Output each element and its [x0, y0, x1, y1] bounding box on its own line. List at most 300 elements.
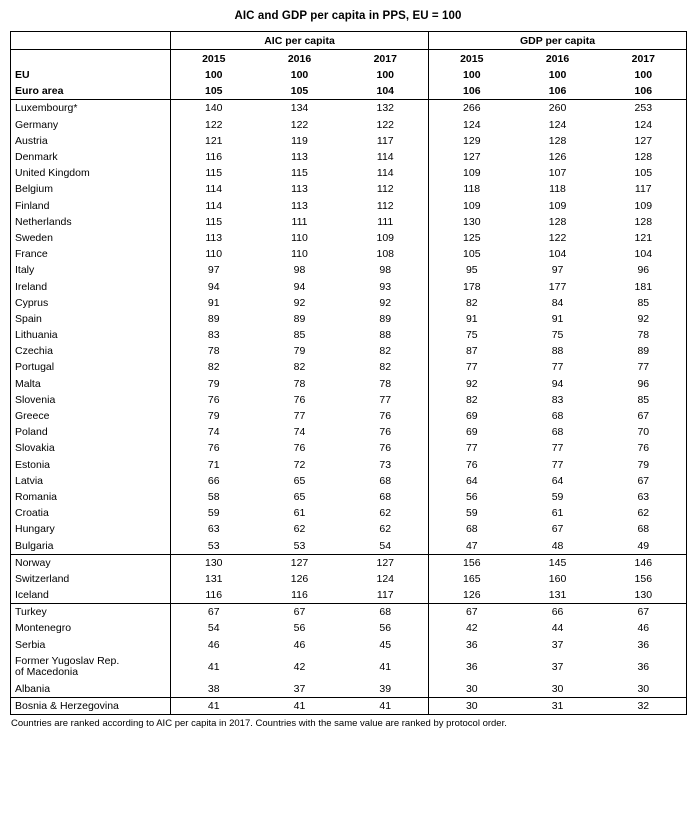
header-year-row — [11, 50, 687, 68]
row-country-label: Netherlands — [15, 215, 72, 228]
row-value-cell: 134 — [290, 102, 309, 115]
row-value-cell: 42 — [293, 660, 306, 673]
row-value-cell: 53 — [257, 537, 343, 554]
row-country-label: Euro area — [11, 83, 171, 100]
row-country-label: Bosnia & Herzegovina — [15, 700, 119, 713]
row-value-cell: 145 — [548, 556, 567, 569]
row-value-cell: 107 — [548, 167, 567, 180]
row-value-cell: 106 — [515, 83, 601, 100]
row-value-cell: 64 — [429, 473, 515, 489]
row-country-label: Germany — [15, 118, 59, 131]
row-value-cell: 78 — [637, 329, 650, 342]
table-row — [11, 149, 687, 165]
row-value-cell: 128 — [634, 151, 653, 164]
row-value-cell: 36 — [429, 653, 515, 681]
row-value-cell: 62 — [379, 507, 392, 520]
row-value-cell: 66 — [171, 473, 257, 489]
row-value-cell: 76 — [293, 393, 306, 406]
row-value-cell: 72 — [293, 458, 306, 471]
row-value-cell: 110 — [291, 248, 308, 261]
row-country-label: Belgium — [15, 183, 53, 196]
row-value-cell: 140 — [171, 100, 257, 117]
row-country-label: Malta — [15, 377, 41, 390]
row-value-cell: 41 — [379, 700, 392, 713]
row-country-label: Ireland — [15, 280, 48, 293]
row-value-cell: 100 — [634, 69, 653, 82]
row-country-label: Norway — [15, 556, 51, 569]
row-value-cell: 77 — [379, 393, 392, 406]
row-value-cell: 132 — [376, 102, 395, 115]
row-value-cell: 124 — [548, 118, 567, 131]
row-country-label: Sweden — [15, 231, 53, 244]
table-row — [11, 181, 687, 197]
row-value-cell: 181 — [634, 280, 653, 293]
row-value-cell: 110 — [291, 231, 308, 244]
table-row — [11, 359, 687, 375]
row-value-cell: 92 — [637, 312, 650, 325]
row-value-cell: 68 — [429, 521, 515, 537]
row-country-label: Turkey — [15, 606, 47, 619]
row-value-cell: 115 — [291, 167, 308, 180]
row-country-label: Croatia — [15, 507, 49, 520]
header-year-gdp-2016: 2016 — [545, 52, 570, 65]
row-value-cell: 67 — [637, 410, 650, 423]
row-country-label: Finland — [15, 199, 50, 212]
table-row — [11, 278, 687, 294]
row-value-cell: 69 — [429, 408, 515, 424]
row-value-cell: 260 — [548, 102, 567, 115]
row-value-cell: 62 — [379, 523, 392, 536]
row-value-cell: 89 — [293, 312, 306, 325]
row-value-cell: 88 — [379, 329, 392, 342]
row-value-cell: 69 — [429, 424, 515, 440]
row-value-cell: 119 — [291, 134, 308, 147]
row-value-cell: 109 — [429, 198, 515, 214]
table-row — [11, 392, 687, 408]
row-value-cell: 63 — [637, 490, 650, 503]
row-value-cell: 67 — [637, 606, 650, 619]
header-year-gdp-2015: 2015 — [429, 50, 515, 68]
table-row — [11, 587, 687, 604]
row-value-cell: 67 — [429, 604, 515, 621]
table-row — [11, 489, 687, 505]
header-group-row — [11, 32, 687, 50]
row-value-cell: 49 — [601, 537, 687, 554]
row-value-cell: 127 — [429, 149, 515, 165]
row-value-cell: 62 — [637, 507, 650, 520]
row-country-label: Bulgaria — [11, 537, 171, 554]
row-value-cell: 73 — [379, 458, 392, 471]
row-value-cell: 115 — [171, 214, 257, 230]
row-value-cell: 59 — [171, 505, 257, 521]
row-country-label: Poland — [15, 426, 48, 439]
row-value-cell: 97 — [551, 264, 564, 277]
row-value-cell: 76 — [379, 410, 392, 423]
table-footnote: Countries are ranked according to AIC per capita in 2017. Countries with the same value are ranked by protocol order. — [11, 718, 507, 730]
row-country-label: Serbia — [15, 638, 46, 651]
row-value-cell: 58 — [171, 489, 257, 505]
row-value-cell: 84 — [551, 296, 564, 309]
row-value-cell: 79 — [637, 458, 650, 471]
row-value-cell: 54 — [343, 537, 429, 554]
row-value-cell: 41 — [171, 653, 257, 681]
row-value-cell: 106 — [429, 83, 515, 100]
row-value-cell: 85 — [637, 296, 650, 309]
row-value-cell: 92 — [293, 296, 306, 309]
row-value-cell: 111 — [291, 215, 308, 228]
row-value-cell: 67 — [637, 474, 650, 487]
row-value-cell: 77 — [637, 361, 650, 374]
row-value-cell: 77 — [429, 359, 515, 375]
row-value-cell: 30 — [429, 681, 515, 698]
row-value-cell: 146 — [634, 556, 653, 569]
row-country-label: Slovenia — [15, 393, 56, 406]
row-value-cell: 67 — [171, 604, 257, 621]
row-value-cell: 82 — [429, 392, 515, 408]
row-value-cell: 46 — [637, 622, 650, 635]
row-value-cell: 82 — [429, 295, 515, 311]
row-value-cell: 115 — [171, 165, 257, 181]
row-value-cell: 79 — [171, 376, 257, 392]
header-country — [11, 32, 171, 50]
row-value-cell: 75 — [429, 327, 515, 343]
row-value-cell: 165 — [429, 571, 515, 587]
row-value-cell: 253 — [634, 102, 653, 115]
table-row — [11, 83, 687, 100]
header-year-aic-2017: 2017 — [373, 52, 397, 65]
row-value-cell: 124 — [429, 117, 515, 133]
row-value-cell: 48 — [515, 537, 601, 554]
header-year-aic-2015: 2015 — [171, 50, 257, 68]
row-value-cell: 77 — [551, 361, 564, 374]
header-year-gdp-2017: 2017 — [631, 52, 655, 65]
row-value-cell: 75 — [551, 329, 564, 342]
row-value-cell: 76 — [379, 426, 392, 439]
row-value-cell: 177 — [548, 280, 567, 293]
row-country-label: Austria — [15, 134, 48, 147]
row-value-cell: 83 — [551, 393, 564, 406]
row-country-label: Luxembourg* — [15, 102, 78, 115]
table-body — [11, 67, 687, 715]
table-row — [11, 554, 687, 571]
row-value-cell: 108 — [376, 248, 395, 261]
row-value-cell: 105 — [257, 83, 343, 100]
row-value-cell: 131 — [515, 587, 601, 604]
row-value-cell: 156 — [634, 572, 653, 585]
header-country-blank — [11, 50, 171, 68]
row-value-cell: 121 — [171, 133, 257, 149]
table-row — [11, 376, 687, 392]
row-value-cell: 77 — [293, 410, 306, 423]
row-country-label: Latvia — [15, 474, 44, 487]
row-value-cell: 160 — [548, 572, 567, 585]
row-value-cell: 41 — [293, 700, 306, 713]
row-value-cell: 98 — [379, 264, 392, 277]
row-value-cell: 68 — [637, 523, 650, 536]
row-value-cell: 122 — [171, 117, 257, 133]
row-value-cell: 109 — [548, 199, 567, 212]
row-value-cell: 94 — [551, 377, 564, 390]
row-value-cell: 117 — [376, 134, 394, 147]
table-row — [11, 424, 687, 440]
row-value-cell: 112 — [376, 199, 394, 212]
row-value-cell: 79 — [293, 345, 306, 358]
row-value-cell: 91 — [551, 312, 564, 325]
row-value-cell: 46 — [171, 637, 257, 653]
row-value-cell: 117 — [634, 183, 652, 196]
row-value-cell: 64 — [551, 474, 564, 487]
row-value-cell: 56 — [379, 622, 392, 635]
row-value-cell: 117 — [343, 587, 429, 604]
row-country-label: Estonia — [15, 458, 51, 471]
table-row — [11, 133, 687, 149]
row-value-cell: 100 — [376, 69, 395, 82]
row-value-cell: 114 — [171, 198, 257, 214]
row-value-cell: 30 — [429, 697, 515, 714]
row-value-cell: 105 — [634, 167, 653, 180]
row-value-cell: 66 — [551, 606, 564, 619]
table-row — [11, 505, 687, 521]
row-value-cell: 109 — [376, 231, 395, 244]
row-value-cell: 30 — [601, 681, 687, 698]
table-row — [11, 230, 687, 246]
row-value-cell: 95 — [429, 262, 515, 278]
row-country-label: Italy — [15, 264, 35, 277]
row-value-cell: 114 — [171, 181, 257, 197]
row-value-cell: 88 — [551, 345, 564, 358]
table-row — [11, 100, 687, 117]
row-value-cell: 85 — [293, 329, 306, 342]
table-row — [11, 620, 687, 636]
row-value-cell: 78 — [379, 377, 392, 390]
row-value-cell: 36 — [637, 660, 650, 673]
table-row — [11, 327, 687, 343]
row-country-label: Former Yugoslav Rep. of Macedonia — [15, 654, 120, 678]
row-value-cell: 113 — [291, 199, 308, 212]
row-value-cell: 61 — [551, 507, 564, 520]
row-value-cell: 100 — [171, 67, 257, 83]
row-value-cell: 82 — [171, 359, 257, 375]
row-value-cell: 113 — [171, 230, 257, 246]
row-value-cell: 128 — [634, 215, 653, 228]
row-value-cell: 105 — [429, 246, 515, 262]
row-value-cell: 68 — [379, 474, 392, 487]
row-value-cell: 130 — [601, 587, 687, 604]
row-value-cell: 110 — [171, 246, 257, 262]
row-value-cell: 56 — [429, 489, 515, 505]
row-value-cell: 109 — [429, 165, 515, 181]
row-value-cell: 74 — [171, 424, 257, 440]
row-value-cell: 38 — [171, 681, 257, 698]
row-country-label: Greece — [15, 410, 50, 423]
row-value-cell: 85 — [637, 393, 650, 406]
row-value-cell: 131 — [171, 571, 257, 587]
row-value-cell: 47 — [429, 537, 515, 554]
row-value-cell: 79 — [171, 408, 257, 424]
row-value-cell: 71 — [171, 457, 257, 473]
row-value-cell: 128 — [548, 215, 567, 228]
row-value-cell: 91 — [429, 311, 515, 327]
row-value-cell: 45 — [379, 638, 392, 651]
row-value-cell: 128 — [548, 134, 567, 147]
row-value-cell: 124 — [376, 572, 395, 585]
row-value-cell: 59 — [429, 505, 515, 521]
row-value-cell: 59 — [551, 490, 564, 503]
row-value-cell: 178 — [429, 278, 515, 294]
row-value-cell: 54 — [171, 620, 257, 636]
table-row — [11, 343, 687, 359]
row-value-cell: 100 — [429, 67, 515, 83]
row-value-cell: 74 — [293, 426, 306, 439]
row-value-cell: 113 — [291, 183, 308, 196]
row-value-cell: 94 — [171, 278, 257, 294]
page-title: AIC and GDP per capita in PPS, EU = 100 — [234, 10, 462, 22]
row-value-cell: 100 — [548, 69, 567, 82]
header-year-aic-2016: 2016 — [287, 52, 312, 65]
table-row — [11, 637, 687, 653]
row-value-cell: 92 — [429, 376, 515, 392]
row-value-cell: 76 — [171, 392, 257, 408]
row-value-cell: 114 — [376, 151, 394, 164]
row-value-cell: 96 — [637, 377, 650, 390]
row-value-cell: 82 — [379, 345, 392, 358]
row-value-cell: 63 — [171, 521, 257, 537]
row-value-cell: 126 — [429, 587, 515, 604]
row-value-cell: 41 — [379, 660, 392, 673]
header-group-gdp: GDP per capita — [429, 32, 687, 50]
row-value-cell: 89 — [637, 345, 650, 358]
table-row — [11, 198, 687, 214]
table-row — [11, 681, 687, 698]
row-value-cell: 93 — [379, 280, 392, 293]
table-row — [11, 571, 687, 587]
row-value-cell: 78 — [293, 377, 306, 390]
row-value-cell: 36 — [429, 637, 515, 653]
row-value-cell: 78 — [171, 343, 257, 359]
row-value-cell: 82 — [293, 361, 306, 374]
row-value-cell: 116 — [171, 149, 257, 165]
row-country-label: Denmark — [15, 151, 58, 164]
row-country-label: Slovakia — [15, 442, 55, 455]
row-value-cell: 37 — [257, 681, 343, 698]
row-value-cell: 77 — [551, 458, 564, 471]
row-country-label: Portugal — [15, 361, 55, 374]
table-row — [11, 473, 687, 489]
row-country-label: Cyprus — [15, 296, 49, 309]
row-value-cell: 76 — [429, 457, 515, 473]
row-value-cell: 68 — [551, 410, 564, 423]
row-value-cell: 89 — [379, 312, 392, 325]
row-value-cell: 67 — [293, 606, 306, 619]
table-row — [11, 165, 687, 181]
row-country-label: Albania — [11, 681, 171, 698]
table-row — [11, 521, 687, 537]
row-value-cell: 82 — [379, 361, 392, 374]
row-value-cell: 65 — [293, 474, 306, 487]
row-value-cell: 116 — [257, 587, 343, 604]
row-value-cell: 109 — [634, 199, 653, 212]
row-value-cell: 37 — [551, 660, 564, 673]
row-value-cell: 104 — [343, 83, 429, 100]
row-value-cell: 89 — [171, 311, 257, 327]
row-value-cell: 76 — [171, 440, 257, 456]
row-value-cell: 39 — [343, 681, 429, 698]
row-value-cell: 56 — [293, 622, 306, 635]
row-value-cell: 36 — [637, 638, 650, 651]
row-value-cell: 124 — [634, 118, 653, 131]
row-value-cell: 118 — [429, 181, 515, 197]
row-country-label: Lithuania — [15, 329, 58, 342]
row-value-cell: 77 — [429, 440, 515, 456]
table-row — [11, 117, 687, 133]
row-country-label: Spain — [15, 312, 42, 325]
row-value-cell: 41 — [171, 697, 257, 714]
row-value-cell: 87 — [429, 343, 515, 359]
row-value-cell: 114 — [376, 167, 394, 180]
row-value-cell: 96 — [637, 264, 650, 277]
row-value-cell: 104 — [548, 248, 567, 261]
row-value-cell: 97 — [171, 262, 257, 278]
row-value-cell: 111 — [377, 215, 394, 228]
row-country-label: Hungary — [15, 523, 55, 536]
table-row — [11, 214, 687, 230]
table-row — [11, 537, 687, 554]
row-value-cell: 130 — [171, 554, 257, 571]
row-value-cell: 104 — [634, 248, 653, 261]
table-row — [11, 295, 687, 311]
row-value-cell: 112 — [376, 183, 394, 196]
row-value-cell: 37 — [551, 638, 564, 651]
row-value-cell: 68 — [551, 426, 564, 439]
row-value-cell: 77 — [551, 442, 564, 455]
row-value-cell: 106 — [601, 83, 687, 100]
row-value-cell: 62 — [293, 523, 306, 536]
row-value-cell: 121 — [634, 231, 653, 244]
row-value-cell: 125 — [429, 230, 515, 246]
row-value-cell: 266 — [429, 100, 515, 117]
row-value-cell: 83 — [171, 327, 257, 343]
row-country-label: France — [15, 248, 48, 261]
row-value-cell: 126 — [548, 151, 567, 164]
row-value-cell: 76 — [293, 442, 306, 455]
row-value-cell: 42 — [429, 620, 515, 636]
row-value-cell: 44 — [551, 622, 564, 635]
row-value-cell: 30 — [515, 681, 601, 698]
row-value-cell: 76 — [379, 442, 392, 455]
row-value-cell: 126 — [290, 572, 309, 585]
row-value-cell: 127 — [290, 556, 309, 569]
row-country-label: EU — [15, 69, 30, 82]
table-row — [11, 311, 687, 327]
table-row — [11, 67, 687, 83]
table-row — [11, 457, 687, 473]
table-row — [11, 262, 687, 278]
row-value-cell: 129 — [429, 133, 515, 149]
row-country-label: Switzerland — [15, 572, 70, 585]
row-country-label: Montenegro — [15, 622, 72, 635]
row-value-cell: 118 — [549, 183, 566, 196]
row-value-cell: 61 — [293, 507, 306, 520]
table-header — [11, 32, 687, 68]
table-row — [11, 653, 687, 681]
row-value-cell: 31 — [551, 700, 564, 713]
row-country-label: Czechia — [15, 345, 53, 358]
row-value-cell: 32 — [637, 700, 650, 713]
table-row — [11, 246, 687, 262]
row-value-cell: 122 — [376, 118, 395, 131]
row-value-cell: 105 — [171, 83, 257, 100]
row-value-cell: 46 — [293, 638, 306, 651]
